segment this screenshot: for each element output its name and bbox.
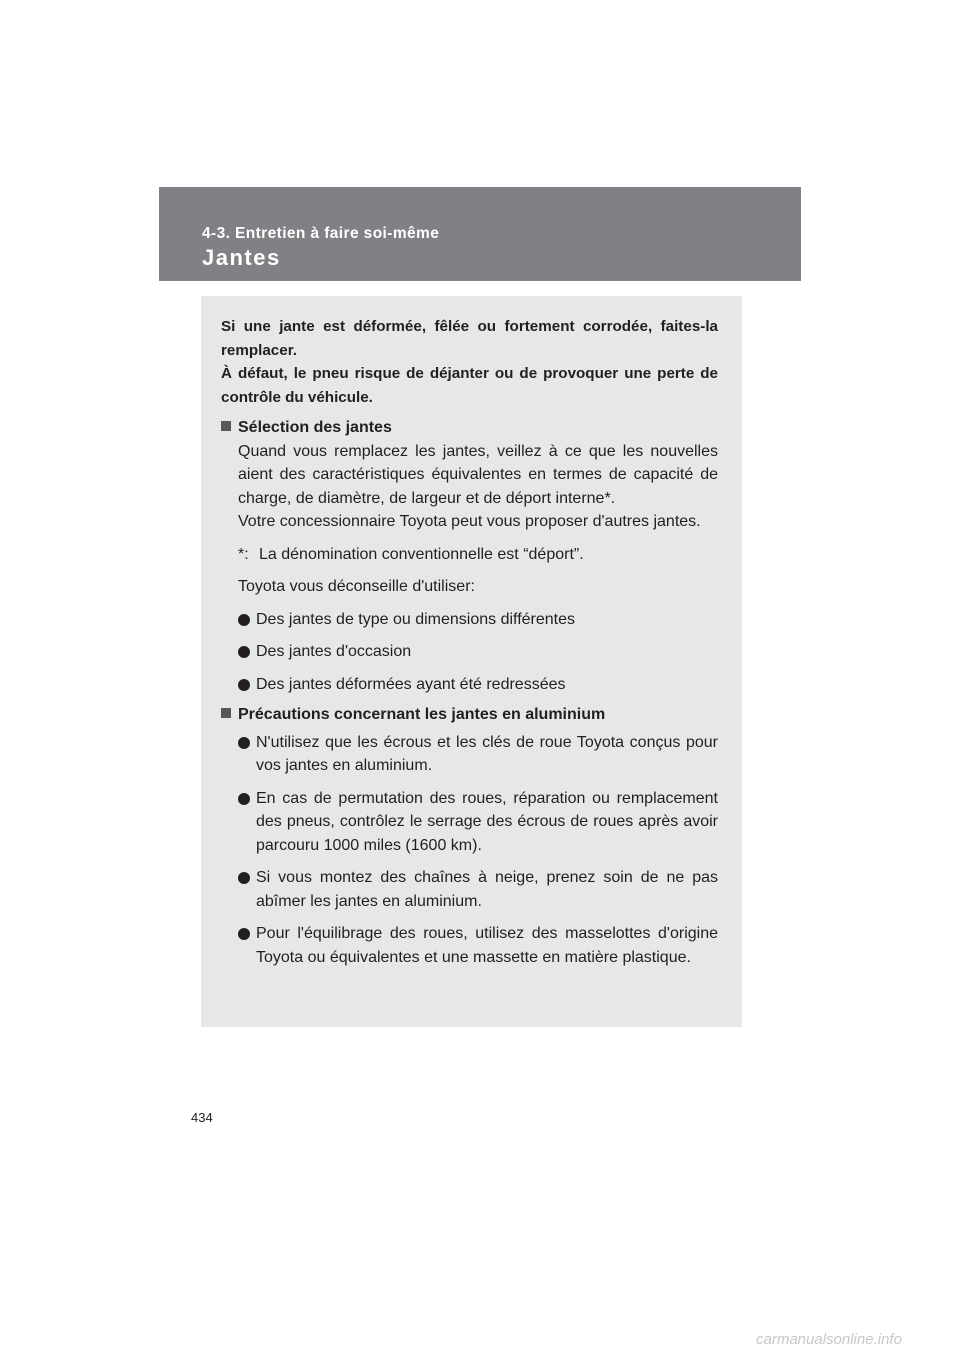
aluminium-heading-text: Précautions concernant les jantes en aluminium — [238, 706, 606, 723]
list-item-text: Des jantes déformées ayant été redressées — [256, 675, 566, 693]
page-header — [159, 187, 801, 281]
footnote — [238, 543, 718, 567]
list-item — [238, 866, 718, 913]
list-item — [238, 673, 718, 697]
notice-content — [221, 315, 718, 969]
section-label: 4-3. Entretien à faire soi-même — [202, 225, 440, 242]
list-item-text: Si vous montez des chaînes à neige, prenez soin de ne pas abîmer les jantes en aluminium. — [256, 869, 718, 910]
round-bullet-icon — [238, 737, 250, 749]
square-bullet-icon — [221, 421, 231, 431]
round-bullet-icon — [238, 614, 250, 626]
selection-heading-text: Sélection des jantes — [238, 419, 392, 436]
list-item-text: Des jantes d'occasion — [256, 643, 412, 660]
notice-box — [201, 296, 742, 1027]
page-title: Jantes — [202, 245, 281, 270]
round-bullet-icon — [238, 928, 250, 940]
selection-heading — [221, 416, 718, 440]
list-item-text: Pour l'équilibrage des roues, utilisez des masselottes d'origine Toyota ou équivalentes et une massette en matière plastique. — [256, 925, 718, 966]
round-bullet-icon — [238, 679, 250, 691]
aluminium-heading — [221, 703, 718, 727]
round-bullet-icon — [238, 793, 250, 805]
list-item — [238, 608, 718, 632]
list-item — [238, 922, 718, 969]
round-bullet-icon — [238, 646, 250, 658]
list-item-text: En cas de permutation des roues, réparation ou remplacement des pneus, contrôlez le serrage des écrous de roues après avoir parcouru 1000 miles (1600 km). — [256, 789, 718, 854]
square-bullet-icon — [221, 708, 231, 718]
list-item — [238, 640, 718, 664]
list-item-text: N'utilisez que les écrous et les clés de roue Toyota conçus pour vos jantes en aluminium. — [256, 733, 718, 774]
footnote-mark: *: — [238, 545, 249, 563]
selection-paragraph-2: Votre concessionnaire Toyota peut vous proposer d'autres jantes. — [238, 513, 701, 530]
page-number: 434 — [191, 1110, 213, 1125]
footnote-text: La dénomination conventionnelle est “déport”. — [259, 545, 584, 563]
warning-line-1: Si une jante est déformée, fêlée ou fortement corrodée, faites-la remplacer. — [221, 318, 718, 359]
warning-text — [221, 315, 718, 409]
list-item — [238, 731, 718, 778]
list-item — [238, 787, 718, 858]
round-bullet-icon — [238, 872, 250, 884]
warning-line-2: À défaut, le pneu risque de déjanter ou de provoquer une perte de contrôle du véhicule. — [221, 365, 718, 406]
selection-lead: Toyota vous déconseille d'utiliser: — [238, 578, 475, 595]
selection-paragraph-1: Quand vous remplacez les jantes, veillez à ce que les nouvelles aient des caractéristiques équivalentes en termes de capacité de charge, de diamètre, de largeur et de déport interne*. — [238, 442, 718, 507]
list-item-text: Des jantes de type ou dimensions différentes — [256, 610, 576, 628]
watermark: carmanualsonline.info — [756, 1331, 902, 1348]
